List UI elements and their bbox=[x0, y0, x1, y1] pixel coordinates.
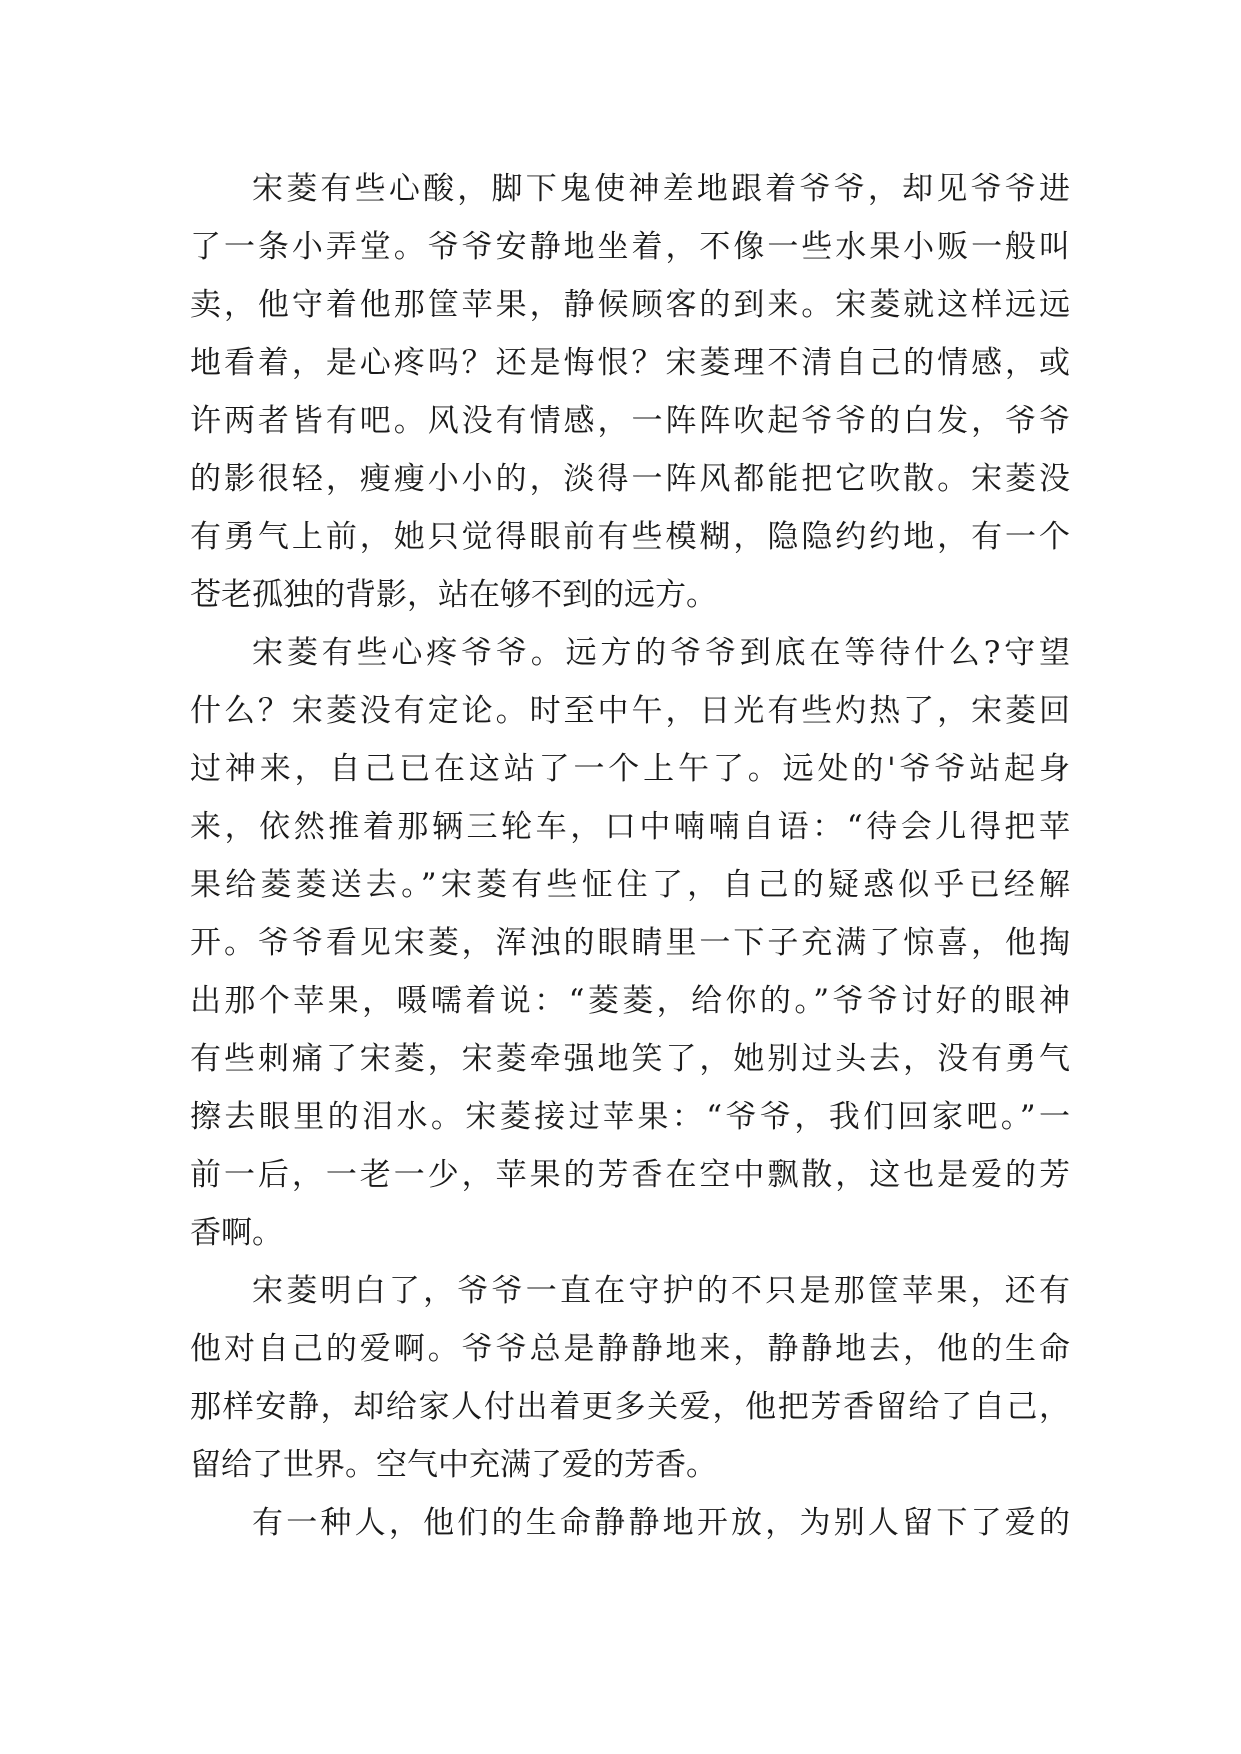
paragraph-line: 开。爷爷看见宋菱，浑浊的眼睛里一下子充满了惊喜，他掏 bbox=[190, 925, 1070, 961]
paragraph-line: 地看着，是心疼吗？还是悔恨？宋菱理不清自己的情感，或 bbox=[190, 345, 1070, 381]
paragraph-line: 有勇气上前，她只觉得眼前有些模糊，隐隐约约地，有一个 bbox=[190, 519, 1070, 555]
paragraph-1 bbox=[190, 160, 1070, 624]
paragraph-line: 宋菱有些心酸，脚下鬼使神差地跟着爷爷，却见爷爷进 bbox=[252, 171, 1070, 207]
paragraph-line: 了一条小弄堂。爷爷安静地坐着，不像一些水果小贩一般叫 bbox=[190, 229, 1070, 265]
paragraph-line: 出那个苹果，嗫嚅着说：“菱菱，给你的。”爷爷讨好的眼神 bbox=[190, 983, 1070, 1019]
paragraph-line: 什么？宋菱没有定论。时至中午，日光有些灼热了，宋菱回 bbox=[190, 693, 1070, 729]
paragraph-line: 擦去眼里的泪水。宋菱接过苹果：“爷爷，我们回家吧。”一 bbox=[190, 1099, 1070, 1135]
paragraph-line: 留给了世界。空气中充满了爱的芳香。 bbox=[190, 1447, 717, 1483]
paragraph-line: 有些刺痛了宋菱，宋菱牵强地笑了，她别过头去，没有勇气 bbox=[190, 1041, 1070, 1077]
paragraph-3 bbox=[190, 1262, 1070, 1494]
paragraph-2 bbox=[190, 624, 1070, 1262]
paragraph-line: 香啊。 bbox=[190, 1215, 283, 1251]
paragraph-line: 有一种人，他们的生命静静地开放，为别人留下了爱的 bbox=[252, 1505, 1070, 1541]
paragraph-line: 果给菱菱送去。”宋菱有些怔住了，自己的疑惑似乎已经解 bbox=[190, 867, 1070, 903]
paragraph-line: 那样安静，却给家人付出着更多关爱，他把芳香留给了自己， bbox=[190, 1389, 1070, 1425]
paragraph-line: 前一后，一老一少，苹果的芳香在空中飘散，这也是爱的芳 bbox=[190, 1157, 1070, 1193]
paragraph-line: 卖，他守着他那筐苹果，静候顾客的到来。宋菱就这样远远 bbox=[190, 287, 1070, 323]
paragraph-line: 他对自己的爱啊。爷爷总是静静地来，静静地去，他的生命 bbox=[190, 1331, 1070, 1367]
paragraph-line: 苍老孤独的背影，站在够不到的远方。 bbox=[190, 577, 717, 613]
paragraph-line: 来，依然推着那辆三轮车，口中喃喃自语：“待会儿得把苹 bbox=[190, 809, 1070, 845]
paragraph-4 bbox=[190, 1494, 1070, 1552]
paragraph-line: 许两者皆有吧。风没有情感，一阵阵吹起爷爷的白发，爷爷 bbox=[190, 403, 1070, 439]
essay-body bbox=[190, 160, 1070, 1552]
paragraph-line: 宋菱有些心疼爷爷。远方的爷爷到底在等待什么?守望 bbox=[252, 635, 1070, 671]
paragraph-line: 宋菱明白了，爷爷一直在守护的不只是那筐苹果，还有 bbox=[252, 1273, 1070, 1309]
paragraph-line: 过神来，自己已在这站了一个上午了。远处的'爷爷站起身 bbox=[190, 751, 1070, 787]
paragraph-line: 的影很轻，瘦瘦小小的，淡得一阵风都能把它吹散。宋菱没 bbox=[190, 461, 1070, 497]
